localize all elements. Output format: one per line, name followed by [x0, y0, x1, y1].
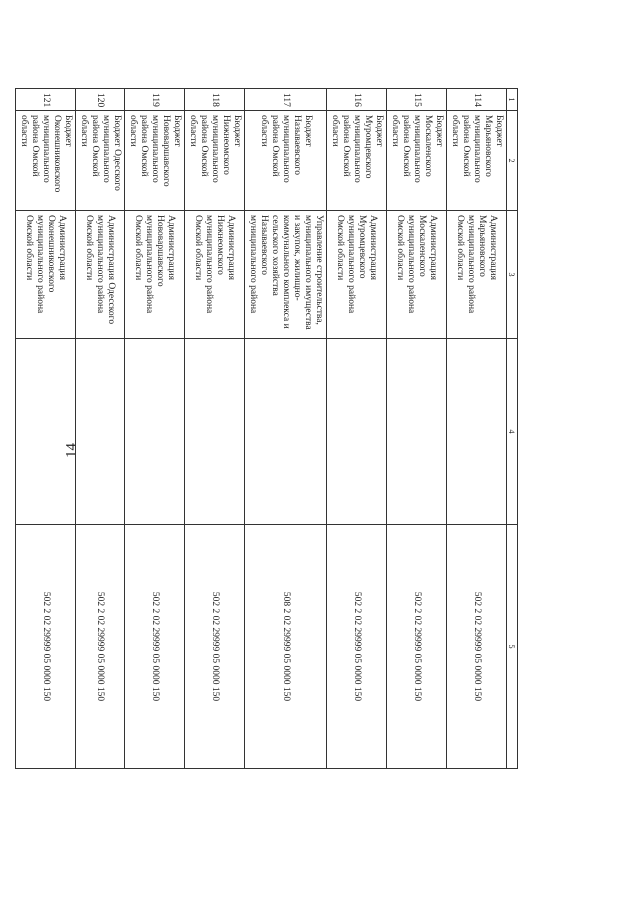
table-body: [16, 89, 518, 769]
budget-cell: Бюджет Марьяновского муниципального района Омской области: [447, 111, 507, 211]
empty-cell: [387, 339, 447, 525]
row-number-cell: 117: [245, 89, 327, 111]
table-row: [245, 89, 327, 769]
empty-cell: [125, 339, 185, 525]
administrator-cell: Управление строительства, муниципального имущества и закупок, жилищно-коммунального комплекса и сельского хозяйства Называевского муниципального района: [245, 211, 327, 339]
budget-cell: Бюджет Москаленского муниципального района Омской области: [387, 111, 447, 211]
row-number-cell: 120: [76, 89, 125, 111]
administrator-cell: Администрация Одесского муниципального района Омской области: [76, 211, 125, 339]
header-row: [507, 89, 518, 769]
header-cell-4: 4: [507, 339, 518, 525]
empty-cell: [76, 339, 125, 525]
budget-code-cell: 502 2 02 29999 05 0000 150: [185, 525, 245, 769]
table-row: [125, 89, 185, 769]
budget-code-cell: 502 2 02 29999 05 0000 150: [327, 525, 387, 769]
administrator-cell: Администрация Нижнеомского муниципального района Омской области: [185, 211, 245, 339]
header-cell-2: 2: [507, 111, 518, 211]
budget-cell: Бюджет Одесского муниципального района Омской области: [76, 111, 125, 211]
empty-cell: [245, 339, 327, 525]
budget-cell: Бюджет Нижнеомского муниципального района Омской области: [185, 111, 245, 211]
budget-cell: Бюджет Муромцевского муниципального района Омской области: [327, 111, 387, 211]
administrator-cell: Администрация Оконешниковского муниципального района Омской области: [16, 211, 76, 339]
table-row: [76, 89, 125, 769]
table-row: [327, 89, 387, 769]
budget-cell: Бюджет Оконешниковского муниципального района Омской области: [16, 111, 76, 211]
empty-cell: [447, 339, 507, 525]
budget-code-cell: 502 2 02 29999 05 0000 150: [447, 525, 507, 769]
table-row: [447, 89, 507, 769]
table-row: [387, 89, 447, 769]
row-number-cell: 116: [327, 89, 387, 111]
table-row: [185, 89, 245, 769]
header-cell-3: 3: [507, 211, 518, 339]
budget-cell: Бюджет Нововаршавского муниципального района Омской области: [125, 111, 185, 211]
budget-cell: Бюджет Называевского муниципального района Омской области: [245, 111, 327, 211]
budget-code-cell: 502 2 02 29999 05 0000 150: [76, 525, 125, 769]
allocation-table: [15, 88, 518, 769]
header-cell-5: 5: [507, 525, 518, 769]
administrator-cell: Администрация Марьяновского муниципального района Омской области: [447, 211, 507, 339]
row-number-cell: 118: [185, 89, 245, 111]
budget-code-cell: 502 2 02 29999 05 0000 150: [16, 525, 76, 769]
budget-code-cell: 502 2 02 29999 05 0000 150: [125, 525, 185, 769]
budget-code-cell: 502 2 02 29999 05 0000 150: [387, 525, 447, 769]
page-number: 14: [63, 443, 80, 458]
header-cell-1: 1: [507, 89, 518, 111]
row-number-cell: 115: [387, 89, 447, 111]
administrator-cell: Администрация Москаленского муниципального района Омской области: [387, 211, 447, 339]
empty-cell: [185, 339, 245, 525]
administrator-cell: Администрация Нововаршавского муниципального района Омской области: [125, 211, 185, 339]
row-number-cell: 114: [447, 89, 507, 111]
rotated-table-container: [19, 88, 518, 768]
budget-code-cell: 508 2 02 29999 05 0000 150: [245, 525, 327, 769]
empty-cell: [327, 339, 387, 525]
row-number-cell: 119: [125, 89, 185, 111]
row-number-cell: 121: [16, 89, 76, 111]
empty-cell: [16, 339, 76, 525]
administrator-cell: Администрация Муромцевского муниципального района Омской области: [327, 211, 387, 339]
table-row: [16, 89, 76, 769]
